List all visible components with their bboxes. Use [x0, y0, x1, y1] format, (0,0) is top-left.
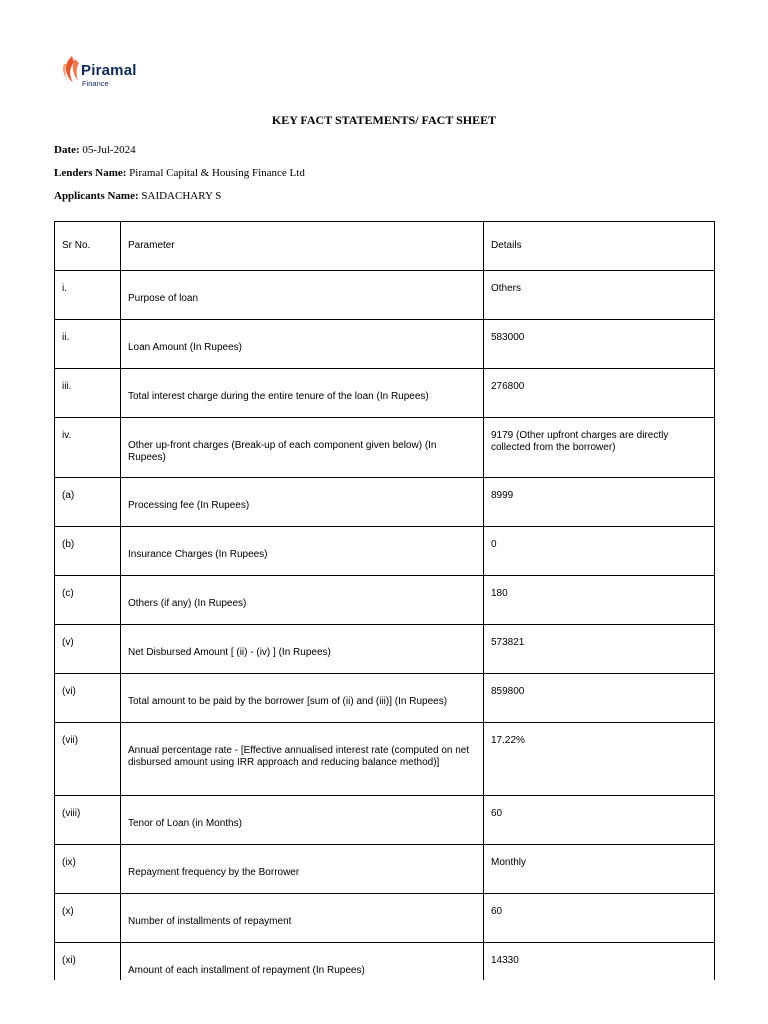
piramal-finance-logo [60, 52, 160, 94]
row-parameter: Insurance Charges (In Rupees) [121, 527, 484, 576]
applicant-line [54, 190, 221, 202]
row-parameter: Amount of each installment of repayment (In Rupees) [121, 943, 484, 992]
table-row [55, 894, 715, 943]
date-label: Date: [54, 144, 80, 156]
table-row [55, 418, 715, 478]
table-header-row [55, 222, 715, 271]
table-row [55, 845, 715, 894]
lender-line [54, 167, 305, 179]
row-details: 0 [484, 527, 715, 576]
table-row [55, 271, 715, 320]
table-row [55, 796, 715, 845]
table-row [55, 674, 715, 723]
row-sr-no: (a) [55, 478, 121, 527]
row-parameter: Processing fee (In Rupees) [121, 478, 484, 527]
table-row [55, 576, 715, 625]
row-sr-no: (x) [55, 894, 121, 943]
row-parameter: Total amount to be paid by the borrower [sum of (ii) and (iii)] (In Rupees) [121, 674, 484, 723]
row-details: 8999 [484, 478, 715, 527]
date-value: 05-Jul-2024 [82, 144, 136, 156]
row-details: 573821 [484, 625, 715, 674]
table-row [55, 320, 715, 369]
row-parameter: Total interest charge during the entire tenure of the loan (In Rupees) [121, 369, 484, 418]
row-details: Others [484, 271, 715, 320]
applicant-label: Applicants Name: [54, 190, 139, 202]
row-details: 60 [484, 894, 715, 943]
row-sr-no: iv. [55, 418, 121, 478]
document-title: KEY FACT STATEMENTS/ FACT SHEET [271, 113, 497, 127]
row-sr-no: (vi) [55, 674, 121, 723]
table-row [55, 478, 715, 527]
row-sr-no: iii. [55, 369, 121, 418]
row-parameter: Others (if any) (In Rupees) [121, 576, 484, 625]
row-sr-no: i. [55, 271, 121, 320]
row-details: 276800 [484, 369, 715, 418]
brand-name: Piramal [81, 62, 137, 79]
row-parameter: Annual percentage rate - [Effective annualised interest rate (computed on net disbursed amount using IRR approach and reducing balance method)] [121, 723, 484, 796]
row-parameter: Loan Amount (In Rupees) [121, 320, 484, 369]
row-details: Monthly [484, 845, 715, 894]
row-details: 180 [484, 576, 715, 625]
row-parameter: Other up-front charges (Break-up of each component given below) (In Rupees) [121, 418, 484, 478]
lender-label: Lenders Name: [54, 167, 127, 179]
row-parameter: Tenor of Loan (in Months) [121, 796, 484, 845]
row-sr-no: (viii) [55, 796, 121, 845]
row-parameter: Number of installments of repayment [121, 894, 484, 943]
row-parameter: Net Disbursed Amount [ (ii) - (iv) ] (In Rupees) [121, 625, 484, 674]
row-details: 14330 [484, 943, 715, 992]
page-bottom-edge [0, 980, 768, 1024]
applicant-value: SAIDACHARY S [141, 190, 222, 202]
row-parameter: Purpose of loan [121, 271, 484, 320]
row-sr-no: ii. [55, 320, 121, 369]
row-sr-no: (b) [55, 527, 121, 576]
row-details: 60 [484, 796, 715, 845]
row-details: 9179 (Other upfront charges are directly collected from the borrower) [484, 418, 715, 478]
key-fact-table [54, 221, 715, 992]
table-row [55, 723, 715, 796]
row-sr-no: (vii) [55, 723, 121, 796]
date-line [54, 144, 136, 156]
row-sr-no: (v) [55, 625, 121, 674]
row-details: 583000 [484, 320, 715, 369]
table-row [55, 625, 715, 674]
row-details: 17.22% [484, 723, 715, 796]
table-row [55, 527, 715, 576]
header-details: Details [484, 222, 715, 271]
lender-value: Piramal Capital & Housing Finance Ltd [129, 167, 305, 179]
header-parameter: Parameter [121, 222, 484, 271]
table-row [55, 369, 715, 418]
header-sr-no: Sr No. [55, 222, 121, 271]
row-sr-no: (ix) [55, 845, 121, 894]
row-details: 859800 [484, 674, 715, 723]
row-sr-no: (c) [55, 576, 121, 625]
brand-sub: Finance [82, 79, 109, 88]
row-parameter: Repayment frequency by the Borrower [121, 845, 484, 894]
row-sr-no: (xi) [55, 943, 121, 992]
